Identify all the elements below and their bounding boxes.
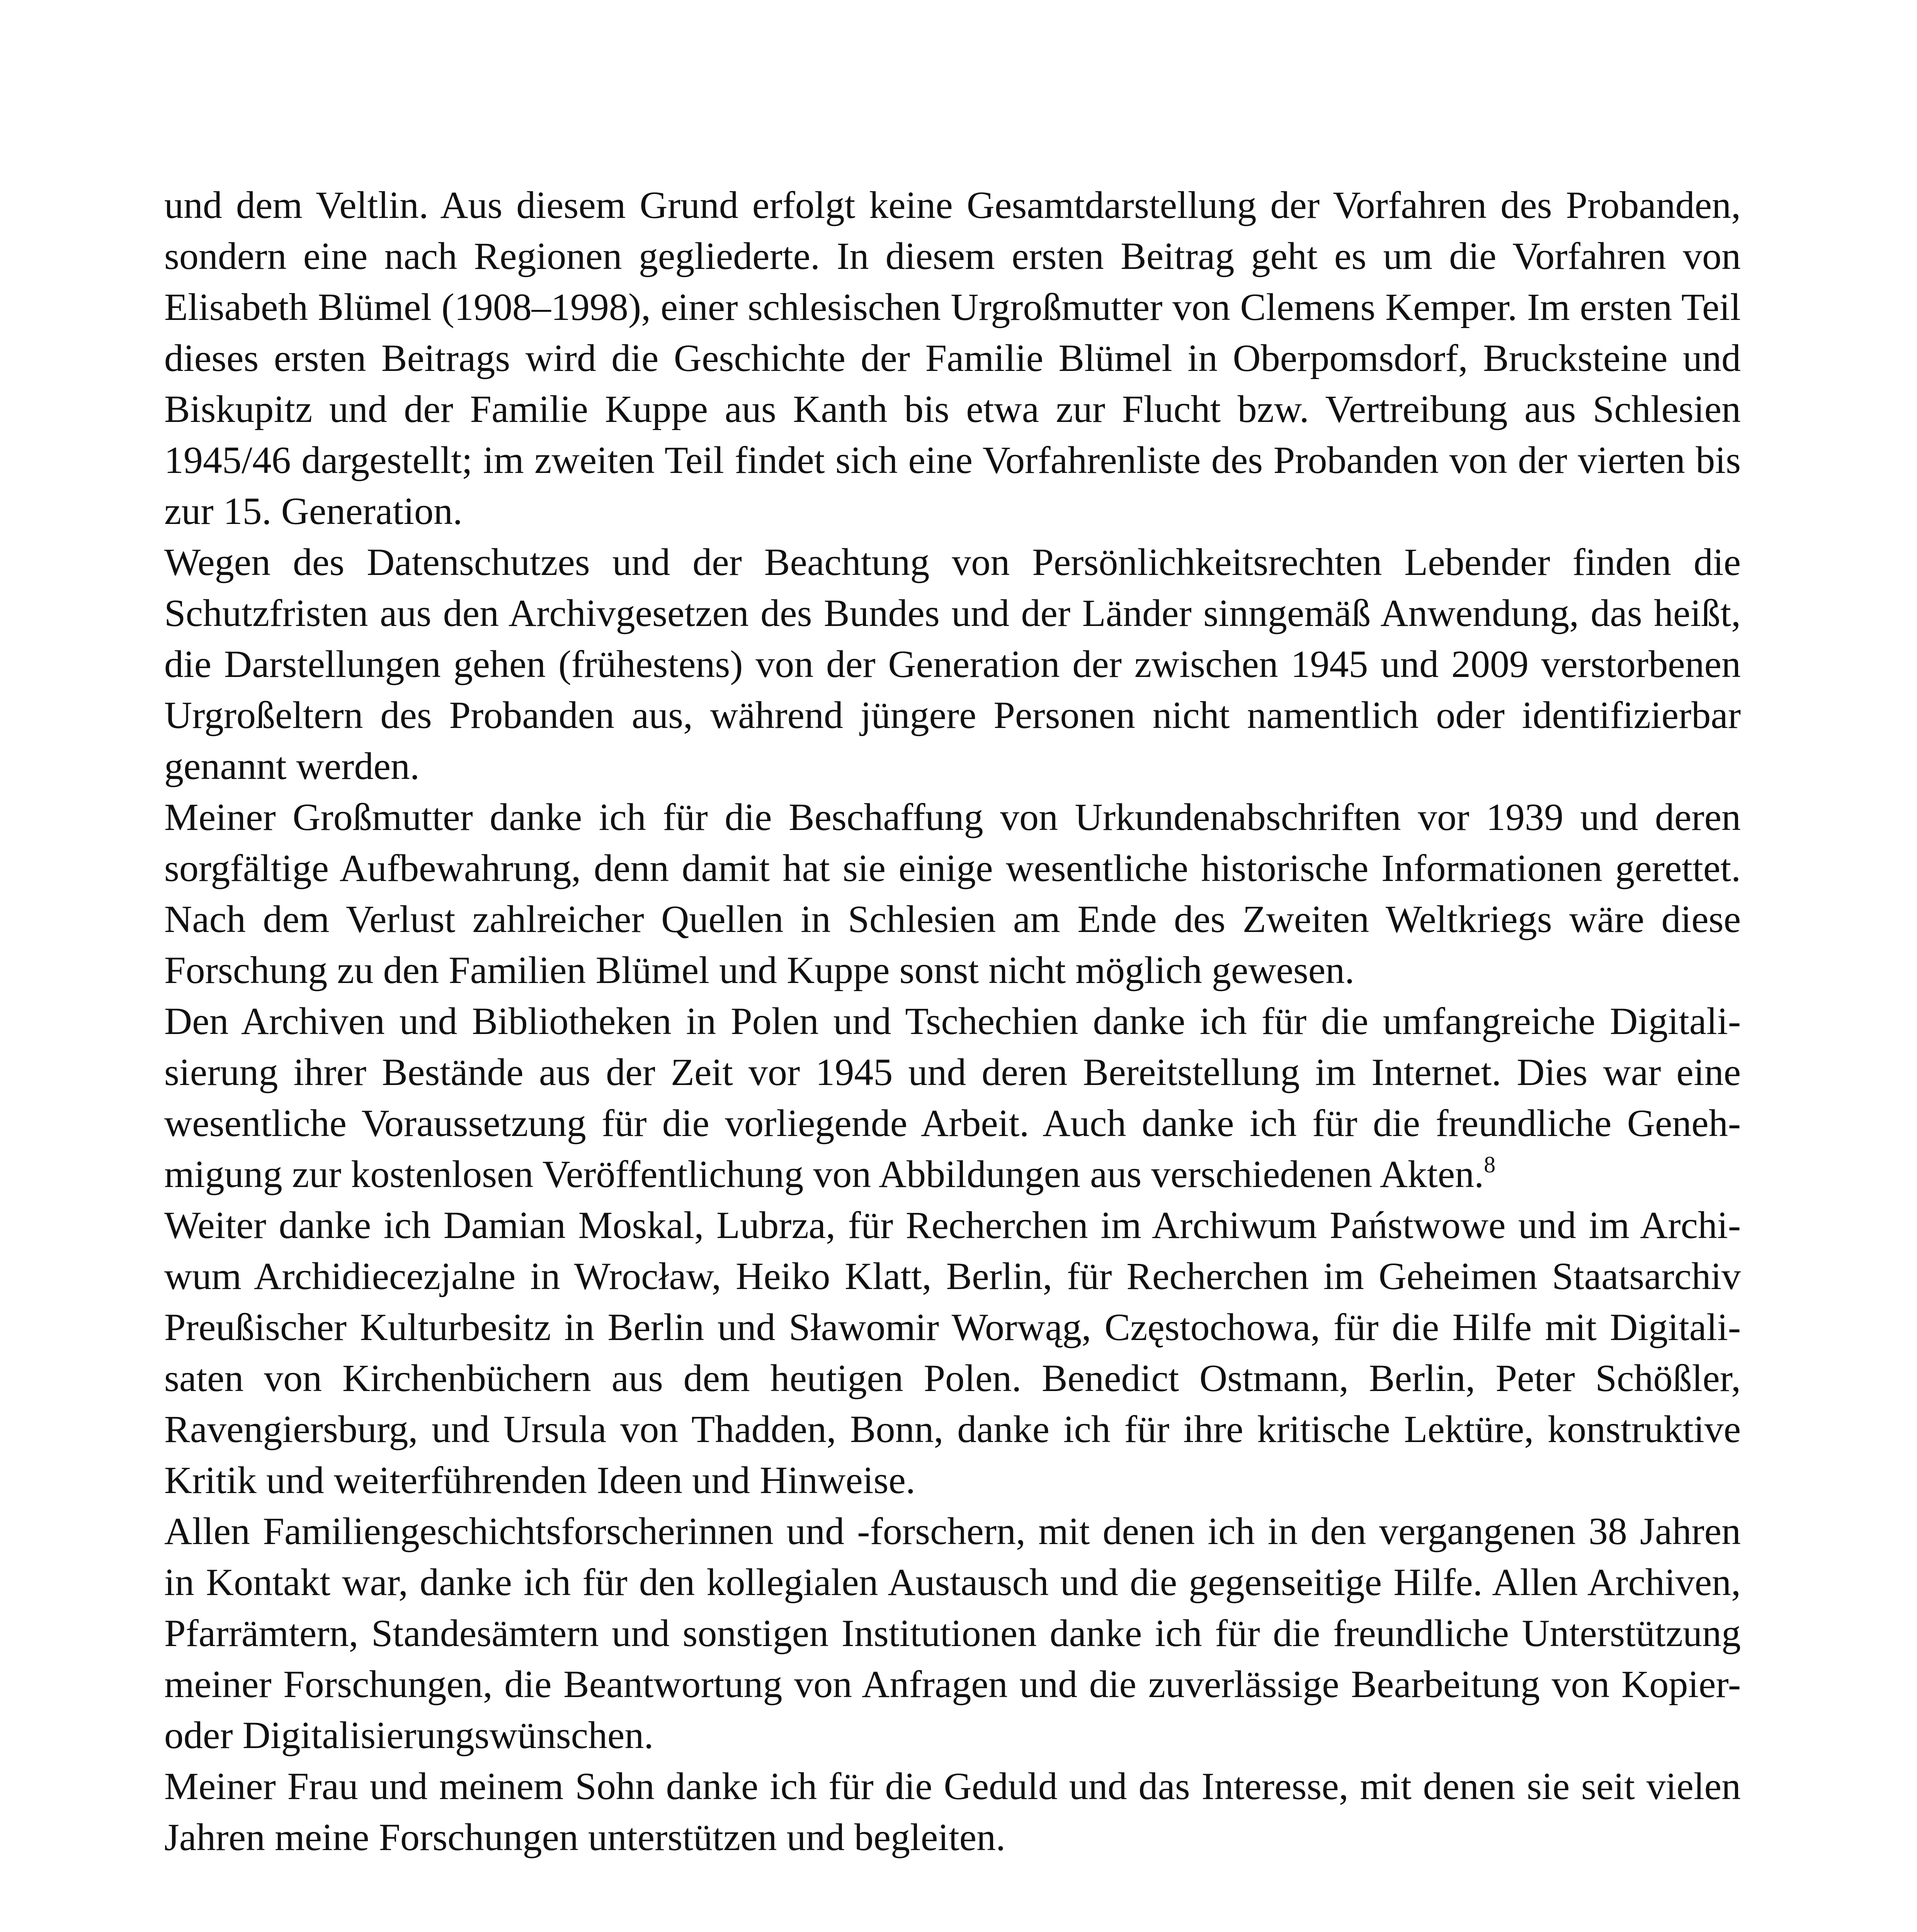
footnote-reference[interactable]: 8 <box>1484 1152 1496 1177</box>
paragraph-with-footnote <box>164 996 1741 1200</box>
paragraph: Meiner Großmutter danke ich für die Beschaffung von Urkundenabschriften vor 1939 und deren sorgfältige Aufbewahrung, denn damit hat sie einige wesentliche historische Informationen gerettet. Nach dem Verlust zahlreicher Quellen in Schlesien am Ende des Zweiten Weltkriegs wäre diese Forschung zu den Familien Blümel und Kuppe sonst nicht möglich gewesen. <box>164 796 1741 992</box>
paragraph: Allen Familiengeschichtsforscherinnen und -forschern, mit denen ich in den vergangenen 38 Jahren in Kontakt war, danke ich für den kollegialen Austausch und die gegenseitige Hilfe. Allen Archiven, Pfarrämtern, Standesämtern und sonstigen Institutionen danke ich für die freundliche Unterstützung meiner Forschungen, die Beantwortung von Anfragen und die zuverlässige Bearbeitung von Kopier- oder Digitalisierungswünschen. <box>164 1510 1741 1757</box>
paragraph: Meiner Frau und meinem Sohn danke ich für die Geduld und das Interesse, mit denen sie seit vielen Jahren meine Forschungen unterstützen und begleiten. <box>164 1765 1741 1859</box>
paragraph: und dem Veltlin. Aus diesem Grund erfolgt keine Gesamtdarstellung der Vorfahren des Probanden, sondern eine nach Regionen gegliederte. In diesem ersten Beitrag geht es um die Vorfahren von Elisabeth Blümel (1908–1998), einer schlesischen Urgroßmutter von Clemens Kemper. Im ersten Teil dieses ersten Beitrags wird die Geschichte der Familie Blümel in Oberpomsdorf, Brucksteine und Biskupitz und der Familie Kuppe aus Kanth bis etwa zur Flucht bzw. Vertreibung aus Schlesien 1945/46 dargestellt; im zweiten Teil findet sich eine Vorfahrenliste des Probanden von der vierten bis zur 15. Generation. <box>164 184 1741 532</box>
paragraph-text: Den Archiven und Bibliotheken in Polen und Tschechien danke ich für die umfangreiche Digitalisierung ihrer Bestände aus der Zeit vor 1945 und deren Bereitstellung im Internet. Dies war eine wesentliche Voraussetzung für die vorliegende Arbeit. Auch danke ich für die freundliche Genehmigung zur kostenlosen Veröffentlichung von Abbildungen aus verschiedenen Akten. <box>164 1000 1741 1196</box>
main-text <box>164 180 1741 1863</box>
paragraph: Weiter danke ich Damian Moskal, Lubrza, für Recherchen im Archiwum Państwowe und im Archiwum Archidiecezjalne in Wrocław, Heiko Klatt, Berlin, für Recherchen im Geheimen Staatsarchiv Preußischer Kulturbesitz in Berlin und Sławomir Worwąg, Częstochowa, für die Hilfe mit Digitalisaten von Kirchenbüchern aus dem heutigen Polen. Benedict Ostmann, Berlin, Peter Schößler, Ravengiersburg, und Ursula von Thadden, Bonn, danke ich für ihre kritische Lektüre, konstruktive Kritik und weiterführenden Ideen und Hinweise. <box>164 1204 1741 1502</box>
paragraph: Wegen des Datenschutzes und der Beachtung von Persönlichkeitsrechten Lebender finden die Schutzfristen aus den Archivgesetzen des Bundes und der Länder sinngemäß Anwendung, das heißt, die Darstellungen gehen (frühestens) von der Generation der zwischen 1945 und 2009 verstorbenen Urgroßeltern des Probanden aus, während jüngere Personen nicht namentlich oder identifizierbar genannt werden. <box>164 541 1741 787</box>
